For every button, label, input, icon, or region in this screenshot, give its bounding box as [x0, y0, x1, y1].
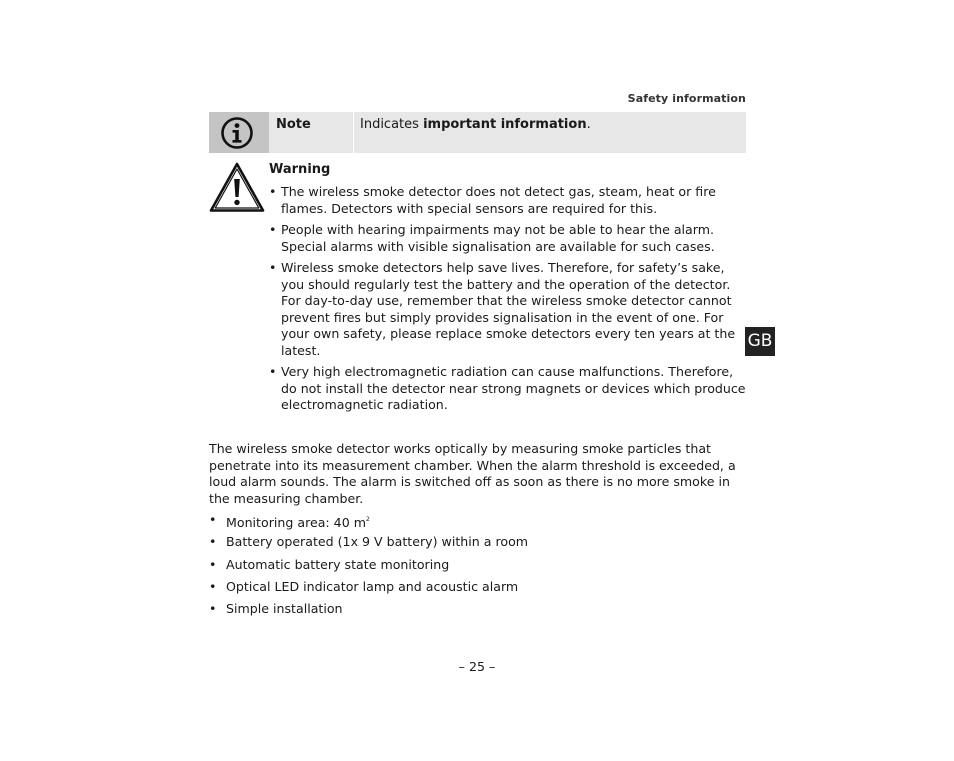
- warning-item: [269, 364, 751, 414]
- note-text: [360, 117, 591, 132]
- feature-item-text: Battery operated (1x 9 V battery) within a room: [226, 534, 529, 550]
- feature-item-text: Automatic battery state monitoring: [226, 556, 450, 572]
- bullet: •: [269, 184, 277, 199]
- note-divider: [353, 112, 354, 153]
- feature-item-text: Optical LED indicator lamp and acoustic alarm: [226, 578, 519, 594]
- feature-item: [209, 601, 528, 623]
- bullet: •: [209, 512, 217, 527]
- bullet: •: [269, 222, 277, 237]
- bullet: •: [209, 556, 217, 572]
- warning-triangle-icon: [209, 162, 265, 217]
- feature-list: [209, 512, 528, 623]
- note-label: Note: [276, 117, 311, 132]
- note-text-suffix: .: [586, 117, 591, 132]
- feature-item-text: Simple installation: [226, 601, 343, 617]
- note-text-bold: important information: [423, 117, 587, 132]
- bullet: •: [269, 260, 277, 275]
- feature-item: [209, 579, 528, 601]
- intro-paragraph: The wireless smoke detector works optically by measuring smoke particles that penetrate into its measurement chamber. When the alarm threshold is exceeded, a loud alarm sounds. The alarm is switched off as soon as there is no more smoke in the measuring chamber.: [209, 441, 736, 506]
- note-icon-cell: [209, 112, 269, 153]
- page-number: – 25 –: [458, 659, 496, 674]
- note-box: [209, 112, 746, 153]
- warning-item-text: People with hearing impairments may not be able to hear the alarm. Special alarms with visible signalisation are available for such cases.: [281, 222, 715, 254]
- warning-item-text: The wireless smoke detector does not detect gas, steam, heat or fire flames. Detectors with special sensors are required for this.: [281, 184, 716, 216]
- bullet: •: [209, 534, 217, 550]
- section-header: Safety information: [627, 92, 746, 105]
- feature-item: [209, 557, 528, 579]
- warning-item-text: Wireless smoke detectors help save lives. Therefore, for safety’s sake, you should regularly test the battery and the operation of the detector. For day-to-day use, remember that the wireless smoke detector cannot prevent fires but simply provides signalisation in the event of one. For your own safety, please replace smoke detectors every ten years at the latest.: [281, 260, 736, 358]
- bullet: •: [209, 601, 217, 617]
- language-tab: GB: [745, 327, 775, 356]
- warning-item: [269, 184, 751, 217]
- warning-list: [269, 184, 751, 419]
- feature-item-text: Monitoring area: 40 m: [226, 515, 366, 530]
- warning-item: [269, 260, 751, 359]
- note-text-prefix: Indicates: [360, 117, 424, 132]
- warning-item: [269, 222, 751, 255]
- superscript: 2: [365, 516, 370, 523]
- warning-title: Warning: [269, 162, 331, 177]
- info-icon: [220, 116, 254, 150]
- bullet: •: [209, 578, 217, 594]
- bullet: •: [269, 364, 277, 379]
- warning-item-text: Very high electromagnetic radiation can cause malfunctions. Therefore, do not install the detector near strong magnets or devices which produce electromagnetic radiation.: [281, 364, 746, 412]
- feature-item: [209, 534, 528, 556]
- feature-item: [209, 512, 528, 534]
